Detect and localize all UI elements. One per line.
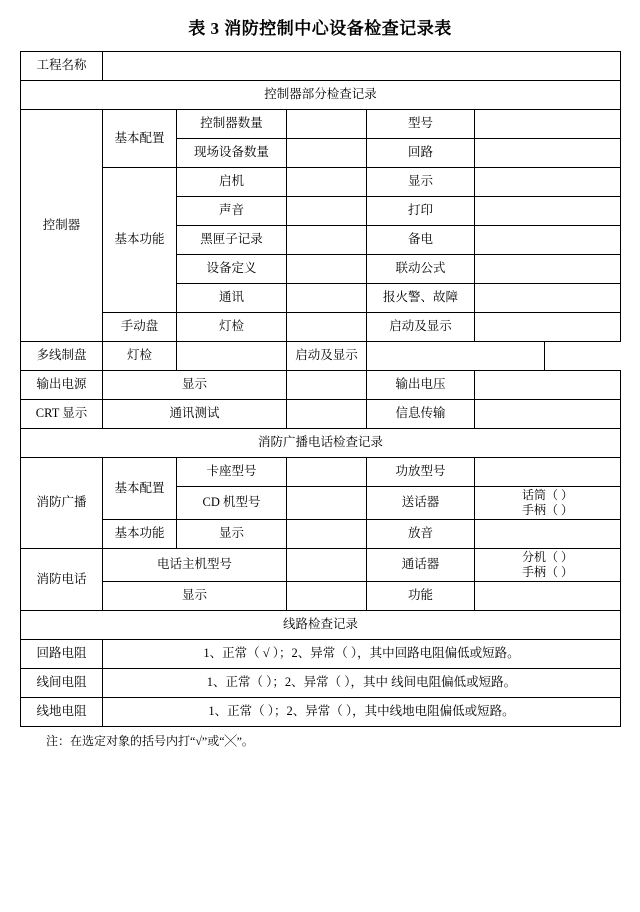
- handset-options[interactable]: [475, 487, 621, 520]
- table-row-manual-panel: [21, 313, 621, 342]
- startup-label: 启机: [177, 168, 287, 197]
- playback-label: 放音: [367, 520, 475, 549]
- controller-count-label: 控制器数量: [177, 110, 287, 139]
- project-name-label: 工程名称: [21, 52, 103, 81]
- section-controller-header: 控制器部分检查记录: [21, 81, 621, 110]
- playback-value[interactable]: [475, 520, 621, 549]
- manual-panel-label: 手动盘: [103, 313, 177, 342]
- phone-display-value[interactable]: [287, 582, 367, 611]
- phone-host-model-value[interactable]: [287, 549, 367, 582]
- telephone-label: 消防电话: [21, 549, 103, 611]
- device-definition-label: 设备定义: [177, 255, 287, 284]
- line-resistance-label: 线间电阻: [21, 669, 103, 698]
- talkback-unit-label: 通话器: [367, 549, 475, 582]
- phone-host-model-label: 电话主机型号: [103, 549, 287, 582]
- table-row-ground-resistance: [21, 698, 621, 727]
- site-device-count-value[interactable]: [287, 139, 367, 168]
- output-power-display-value[interactable]: [287, 371, 367, 400]
- comm-test-label: 通讯测试: [103, 400, 287, 429]
- sound-value[interactable]: [287, 197, 367, 226]
- output-power-label: 输出电源: [21, 371, 103, 400]
- amplifier-model-label: 功放型号: [367, 458, 475, 487]
- line-resistance-text[interactable]: 1、正常（ ）；2、异常（ ），其中 线间电阻偏低或短路。: [103, 669, 621, 698]
- blackbox-record-label: 黑匣子记录: [177, 226, 287, 255]
- table-note: 注：在选定对象的括号内打“√”或“╳”。: [46, 734, 254, 748]
- page-title: 表 3 消防控制中心设备检查记录表: [188, 19, 452, 38]
- amplifier-model-value[interactable]: [475, 458, 621, 487]
- startup-value[interactable]: [287, 168, 367, 197]
- communication-label: 通讯: [177, 284, 287, 313]
- table-row-broadcast-function: [21, 520, 621, 549]
- basic-config2-label: 基本配置: [103, 458, 177, 520]
- print-value[interactable]: [475, 197, 621, 226]
- phone-display-label: 显示: [103, 582, 287, 611]
- basic-function2-label: 基本功能: [103, 520, 177, 549]
- info-transmission-label: 信息传输: [367, 400, 475, 429]
- display-value[interactable]: [475, 168, 621, 197]
- lamp-test-label: 灯检: [177, 313, 287, 342]
- ground-resistance-text[interactable]: 1、正常（ ）；2、异常（ ），其中线地电阻偏低或短路。: [103, 698, 621, 727]
- phone-function-label: 功能: [367, 582, 475, 611]
- phone-function-value[interactable]: [475, 582, 621, 611]
- blackbox-record-value[interactable]: [287, 226, 367, 255]
- alarm-fault-label: 报火警、故障: [367, 284, 475, 313]
- cd-model-value[interactable]: [287, 487, 367, 520]
- broadcast-label: 消防广播: [21, 458, 103, 549]
- loop-label: 回路: [367, 139, 475, 168]
- section-broadcast-header: 消防广播电话检查记录: [21, 429, 621, 458]
- lamp-test-value[interactable]: [287, 313, 367, 342]
- table-row-startup: [21, 168, 621, 197]
- extension-option-1: 分机（ ）: [521, 550, 573, 564]
- inspection-record-table: [20, 51, 621, 727]
- backup-power-value[interactable]: [475, 226, 621, 255]
- table-row-multiline-panel: [21, 342, 621, 371]
- table-row-loop-resistance: [21, 640, 621, 669]
- model-label: 型号: [367, 110, 475, 139]
- microphone-unit-label: 送话器: [367, 487, 475, 520]
- device-definition-value[interactable]: [287, 255, 367, 284]
- basic-config-label: 基本配置: [103, 110, 177, 168]
- output-power-display-label: 显示: [103, 371, 287, 400]
- display-label: 显示: [367, 168, 475, 197]
- site-device-count-label: 现场设备数量: [177, 139, 287, 168]
- info-transmission-value[interactable]: [475, 400, 621, 429]
- table-row-output-power: [21, 371, 621, 400]
- communication-value[interactable]: [287, 284, 367, 313]
- table-row-project-name: [21, 52, 621, 81]
- multiline-panel-label: 多线制盘: [21, 342, 103, 371]
- loop-resistance-text[interactable]: 1、正常（ √ ）；2、异常（ ），其中回路电阻偏低或短路。: [103, 640, 621, 669]
- socket-model-label: 卡座型号: [177, 458, 287, 487]
- handset-option-1: 话筒（ ）: [521, 488, 573, 502]
- extension-options[interactable]: [475, 549, 621, 582]
- linkage-formula-label: 联动公式: [367, 255, 475, 284]
- start-display-label: 启动及显示: [367, 313, 475, 342]
- extension-option-2: 手柄（ ）: [521, 565, 573, 579]
- output-voltage-label: 输出电压: [367, 371, 475, 400]
- model-value[interactable]: [475, 110, 621, 139]
- start-display2-value[interactable]: [367, 342, 545, 371]
- print-label: 打印: [367, 197, 475, 226]
- linkage-formula-value[interactable]: [475, 255, 621, 284]
- table-row-phone-host: [21, 549, 621, 582]
- start-display-value[interactable]: [475, 313, 621, 342]
- loop-resistance-label: 回路电阻: [21, 640, 103, 669]
- sound-label: 声音: [177, 197, 287, 226]
- basic-function-label: 基本功能: [103, 168, 177, 313]
- socket-model-value[interactable]: [287, 458, 367, 487]
- lamp-test2-value[interactable]: [177, 342, 287, 371]
- table-row-crt: [21, 400, 621, 429]
- crt-display-label: CRT 显示: [21, 400, 103, 429]
- lamp-test2-label: 灯检: [103, 342, 177, 371]
- table-row-line-resistance: [21, 669, 621, 698]
- table-row-phone-display: [21, 582, 621, 611]
- broadcast-display-label: 显示: [177, 520, 287, 549]
- table-row-controller-count: [21, 110, 621, 139]
- comm-test-value[interactable]: [287, 400, 367, 429]
- table-row-section-broadcast: [21, 429, 621, 458]
- table-row-section-controller: [21, 81, 621, 110]
- backup-power-label: 备电: [367, 226, 475, 255]
- broadcast-display-value[interactable]: [287, 520, 367, 549]
- project-name-value[interactable]: [103, 52, 621, 81]
- start-display2-label: 启动及显示: [287, 342, 367, 371]
- loop-value[interactable]: [475, 139, 621, 168]
- controller-label: 控制器: [21, 110, 103, 342]
- controller-count-value[interactable]: [287, 110, 367, 139]
- cd-model-label: CD 机型号: [177, 487, 287, 520]
- table-row-section-line: [21, 611, 621, 640]
- alarm-fault-value[interactable]: [475, 284, 621, 313]
- table-row-socket-model: [21, 458, 621, 487]
- handset-option-2: 手柄（ ）: [521, 503, 573, 517]
- ground-resistance-label: 线地电阻: [21, 698, 103, 727]
- output-voltage-value[interactable]: [475, 371, 621, 400]
- section-line-header: 线路检查记录: [21, 611, 621, 640]
